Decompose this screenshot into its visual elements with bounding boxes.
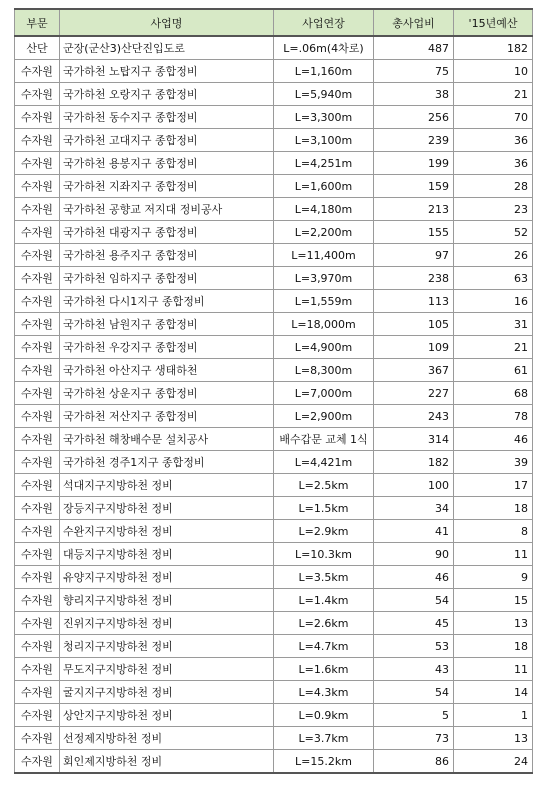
cell-dept: 수자원 [15, 451, 60, 474]
cell-dept: 수자원 [15, 267, 60, 290]
cell-total-cost: 155 [374, 221, 454, 244]
table-row [15, 106, 533, 129]
table-row [15, 198, 533, 221]
table-row [15, 727, 533, 750]
cell-total-cost: 75 [374, 60, 454, 83]
cell-length: L=7,000m [274, 382, 374, 405]
table-row [15, 60, 533, 83]
cell-dept: 수자원 [15, 175, 60, 198]
cell-length: L=3,970m [274, 267, 374, 290]
table-row [15, 336, 533, 359]
cell-project-name: 무도지구지방하천 정비 [60, 658, 274, 681]
cell-total-cost: 213 [374, 198, 454, 221]
cell-dept: 수자원 [15, 635, 60, 658]
cell-budget-2015: 68 [454, 382, 533, 405]
cell-project-name: 국가하천 공향교 저지대 정비공사 [60, 198, 274, 221]
cell-dept: 수자원 [15, 221, 60, 244]
cell-length: L=10.3km [274, 543, 374, 566]
cell-total-cost: 243 [374, 405, 454, 428]
cell-length: L=8,300m [274, 359, 374, 382]
cell-length: L=4,251m [274, 152, 374, 175]
cell-dept: 수자원 [15, 589, 60, 612]
table-body [15, 36, 533, 773]
cell-total-cost: 41 [374, 520, 454, 543]
cell-dept: 수자원 [15, 290, 60, 313]
cell-dept: 산단 [15, 36, 60, 60]
cell-project-name: 진위지구지방하천 정비 [60, 612, 274, 635]
cell-total-cost: 5 [374, 704, 454, 727]
cell-length: L=3,300m [274, 106, 374, 129]
cell-dept: 수자원 [15, 129, 60, 152]
cell-project-name: 국가하천 아산지구 생태하천 [60, 359, 274, 382]
cell-budget-2015: 61 [454, 359, 533, 382]
cell-dept: 수자원 [15, 313, 60, 336]
table-row [15, 497, 533, 520]
cell-dept: 수자원 [15, 566, 60, 589]
cell-project-name: 국가하천 다시1지구 종합정비 [60, 290, 274, 313]
cell-budget-2015: 36 [454, 152, 533, 175]
table-row [15, 313, 533, 336]
cell-budget-2015: 182 [454, 36, 533, 60]
header-total-cost: 총사업비 [374, 9, 454, 36]
cell-project-name: 장등지구지방하천 정비 [60, 497, 274, 520]
table-row [15, 566, 533, 589]
cell-budget-2015: 11 [454, 543, 533, 566]
cell-project-name: 국가하천 노탑지구 종합정비 [60, 60, 274, 83]
cell-total-cost: 487 [374, 36, 454, 60]
cell-total-cost: 199 [374, 152, 454, 175]
cell-dept: 수자원 [15, 60, 60, 83]
cell-project-name: 국가하천 오랑지구 종합정비 [60, 83, 274, 106]
cell-project-name: 석대지구지방하천 정비 [60, 474, 274, 497]
table-row [15, 543, 533, 566]
cell-dept: 수자원 [15, 658, 60, 681]
cell-budget-2015: 13 [454, 612, 533, 635]
cell-total-cost: 97 [374, 244, 454, 267]
cell-total-cost: 105 [374, 313, 454, 336]
cell-length: L=4.3km [274, 681, 374, 704]
cell-budget-2015: 21 [454, 83, 533, 106]
cell-length: L=1,600m [274, 175, 374, 198]
cell-length: L=4.7km [274, 635, 374, 658]
cell-length: L=3,100m [274, 129, 374, 152]
cell-project-name: 국가하천 임하지구 종합정비 [60, 267, 274, 290]
table-row [15, 290, 533, 313]
cell-total-cost: 239 [374, 129, 454, 152]
cell-length: L=.06m(4차로) [274, 36, 374, 60]
cell-length: L=2,200m [274, 221, 374, 244]
cell-budget-2015: 26 [454, 244, 533, 267]
cell-length: L=2.6km [274, 612, 374, 635]
cell-length: L=0.9km [274, 704, 374, 727]
cell-total-cost: 86 [374, 750, 454, 774]
table-row [15, 267, 533, 290]
cell-total-cost: 159 [374, 175, 454, 198]
cell-length: L=15.2km [274, 750, 374, 774]
cell-budget-2015: 13 [454, 727, 533, 750]
cell-total-cost: 53 [374, 635, 454, 658]
header-row [15, 9, 533, 36]
table-row [15, 704, 533, 727]
cell-total-cost: 46 [374, 566, 454, 589]
cell-budget-2015: 78 [454, 405, 533, 428]
cell-project-name: 상안지구지방하천 정비 [60, 704, 274, 727]
cell-budget-2015: 18 [454, 635, 533, 658]
table-row [15, 175, 533, 198]
cell-length: L=1.5km [274, 497, 374, 520]
cell-budget-2015: 39 [454, 451, 533, 474]
cell-length: L=3.5km [274, 566, 374, 589]
table-row [15, 520, 533, 543]
table-row [15, 750, 533, 774]
cell-budget-2015: 31 [454, 313, 533, 336]
cell-project-name: 국가하천 용봉지구 종합정비 [60, 152, 274, 175]
table-header [15, 9, 533, 36]
cell-project-name: 국가하천 남원지구 종합정비 [60, 313, 274, 336]
table-row [15, 359, 533, 382]
table-row [15, 612, 533, 635]
cell-total-cost: 43 [374, 658, 454, 681]
cell-dept: 수자원 [15, 405, 60, 428]
cell-dept: 수자원 [15, 428, 60, 451]
cell-project-name: 수완지구지방하천 정비 [60, 520, 274, 543]
cell-project-name: 향리지구지방하천 정비 [60, 589, 274, 612]
table-row [15, 635, 533, 658]
table-row [15, 244, 533, 267]
cell-dept: 수자원 [15, 704, 60, 727]
cell-length: L=4,900m [274, 336, 374, 359]
table-row [15, 382, 533, 405]
project-budget-sheet [14, 8, 532, 774]
cell-budget-2015: 46 [454, 428, 533, 451]
table-row [15, 681, 533, 704]
cell-dept: 수자원 [15, 681, 60, 704]
cell-project-name: 국가하천 고대지구 종합정비 [60, 129, 274, 152]
cell-dept: 수자원 [15, 543, 60, 566]
cell-project-name: 국가하천 지좌지구 종합정비 [60, 175, 274, 198]
cell-budget-2015: 15 [454, 589, 533, 612]
cell-length: L=2.9km [274, 520, 374, 543]
header-length: 사업연장 [274, 9, 374, 36]
table-row [15, 474, 533, 497]
cell-total-cost: 100 [374, 474, 454, 497]
table-row [15, 658, 533, 681]
table-row [15, 221, 533, 244]
cell-dept: 수자원 [15, 198, 60, 221]
cell-project-name: 국가하천 우강지구 종합정비 [60, 336, 274, 359]
cell-dept: 수자원 [15, 382, 60, 405]
cell-dept: 수자원 [15, 106, 60, 129]
cell-length: L=2,900m [274, 405, 374, 428]
cell-project-name: 국가하천 동수지구 종합정비 [60, 106, 274, 129]
cell-budget-2015: 17 [454, 474, 533, 497]
cell-project-name: 국가하천 저산지구 종합정비 [60, 405, 274, 428]
table-row [15, 129, 533, 152]
cell-budget-2015: 36 [454, 129, 533, 152]
cell-total-cost: 182 [374, 451, 454, 474]
cell-total-cost: 109 [374, 336, 454, 359]
cell-budget-2015: 16 [454, 290, 533, 313]
cell-project-name: 국가하천 용주지구 종합정비 [60, 244, 274, 267]
cell-dept: 수자원 [15, 497, 60, 520]
table-row [15, 405, 533, 428]
table-row [15, 451, 533, 474]
cell-budget-2015: 23 [454, 198, 533, 221]
cell-project-name: 국가하천 대광지구 종합정비 [60, 221, 274, 244]
cell-total-cost: 34 [374, 497, 454, 520]
cell-length: L=3.7km [274, 727, 374, 750]
cell-total-cost: 227 [374, 382, 454, 405]
cell-project-name: 선정제지방하천 정비 [60, 727, 274, 750]
cell-budget-2015: 63 [454, 267, 533, 290]
cell-total-cost: 54 [374, 681, 454, 704]
cell-length: L=4,180m [274, 198, 374, 221]
cell-dept: 수자원 [15, 152, 60, 175]
cell-budget-2015: 21 [454, 336, 533, 359]
table-row [15, 589, 533, 612]
cell-dept: 수자원 [15, 474, 60, 497]
header-dept: 부문 [15, 9, 60, 36]
cell-total-cost: 45 [374, 612, 454, 635]
cell-project-name: 유양지구지방하천 정비 [60, 566, 274, 589]
cell-budget-2015: 70 [454, 106, 533, 129]
table-row [15, 152, 533, 175]
cell-budget-2015: 52 [454, 221, 533, 244]
cell-dept: 수자원 [15, 520, 60, 543]
header-budget-2015: '15년예산 [454, 9, 533, 36]
table-row [15, 428, 533, 451]
cell-project-name: 굴지지구지방하천 정비 [60, 681, 274, 704]
cell-budget-2015: 8 [454, 520, 533, 543]
cell-budget-2015: 1 [454, 704, 533, 727]
cell-dept: 수자원 [15, 359, 60, 382]
cell-dept: 수자원 [15, 336, 60, 359]
cell-total-cost: 38 [374, 83, 454, 106]
project-budget-table [14, 8, 533, 774]
cell-length: L=18,000m [274, 313, 374, 336]
cell-length: 배수갑문 교체 1식 [274, 428, 374, 451]
cell-dept: 수자원 [15, 727, 60, 750]
table-row [15, 36, 533, 60]
cell-total-cost: 90 [374, 543, 454, 566]
cell-budget-2015: 10 [454, 60, 533, 83]
cell-budget-2015: 11 [454, 658, 533, 681]
cell-total-cost: 73 [374, 727, 454, 750]
cell-length: L=1,559m [274, 290, 374, 313]
cell-dept: 수자원 [15, 244, 60, 267]
cell-budget-2015: 28 [454, 175, 533, 198]
cell-length: L=2.5km [274, 474, 374, 497]
cell-dept: 수자원 [15, 83, 60, 106]
cell-total-cost: 54 [374, 589, 454, 612]
cell-total-cost: 238 [374, 267, 454, 290]
cell-budget-2015: 14 [454, 681, 533, 704]
header-project-name: 사업명 [60, 9, 274, 36]
table-row [15, 83, 533, 106]
cell-length: L=1,160m [274, 60, 374, 83]
cell-length: L=4,421m [274, 451, 374, 474]
cell-budget-2015: 18 [454, 497, 533, 520]
cell-project-name: 군장(군산3)산단진입도로 [60, 36, 274, 60]
cell-total-cost: 367 [374, 359, 454, 382]
cell-length: L=11,400m [274, 244, 374, 267]
cell-dept: 수자원 [15, 750, 60, 774]
cell-total-cost: 314 [374, 428, 454, 451]
cell-project-name: 대등지구지방하천 정비 [60, 543, 274, 566]
cell-length: L=1.4km [274, 589, 374, 612]
cell-project-name: 국가하천 상운지구 종합정비 [60, 382, 274, 405]
cell-total-cost: 256 [374, 106, 454, 129]
cell-length: L=5,940m [274, 83, 374, 106]
cell-budget-2015: 24 [454, 750, 533, 774]
cell-budget-2015: 9 [454, 566, 533, 589]
cell-project-name: 청리지구지방하천 정비 [60, 635, 274, 658]
cell-project-name: 국가하천 경주1지구 종합정비 [60, 451, 274, 474]
cell-project-name: 국가하천 해창배수문 설치공사 [60, 428, 274, 451]
cell-dept: 수자원 [15, 612, 60, 635]
cell-length: L=1.6km [274, 658, 374, 681]
cell-total-cost: 113 [374, 290, 454, 313]
cell-project-name: 회인제지방하천 정비 [60, 750, 274, 774]
